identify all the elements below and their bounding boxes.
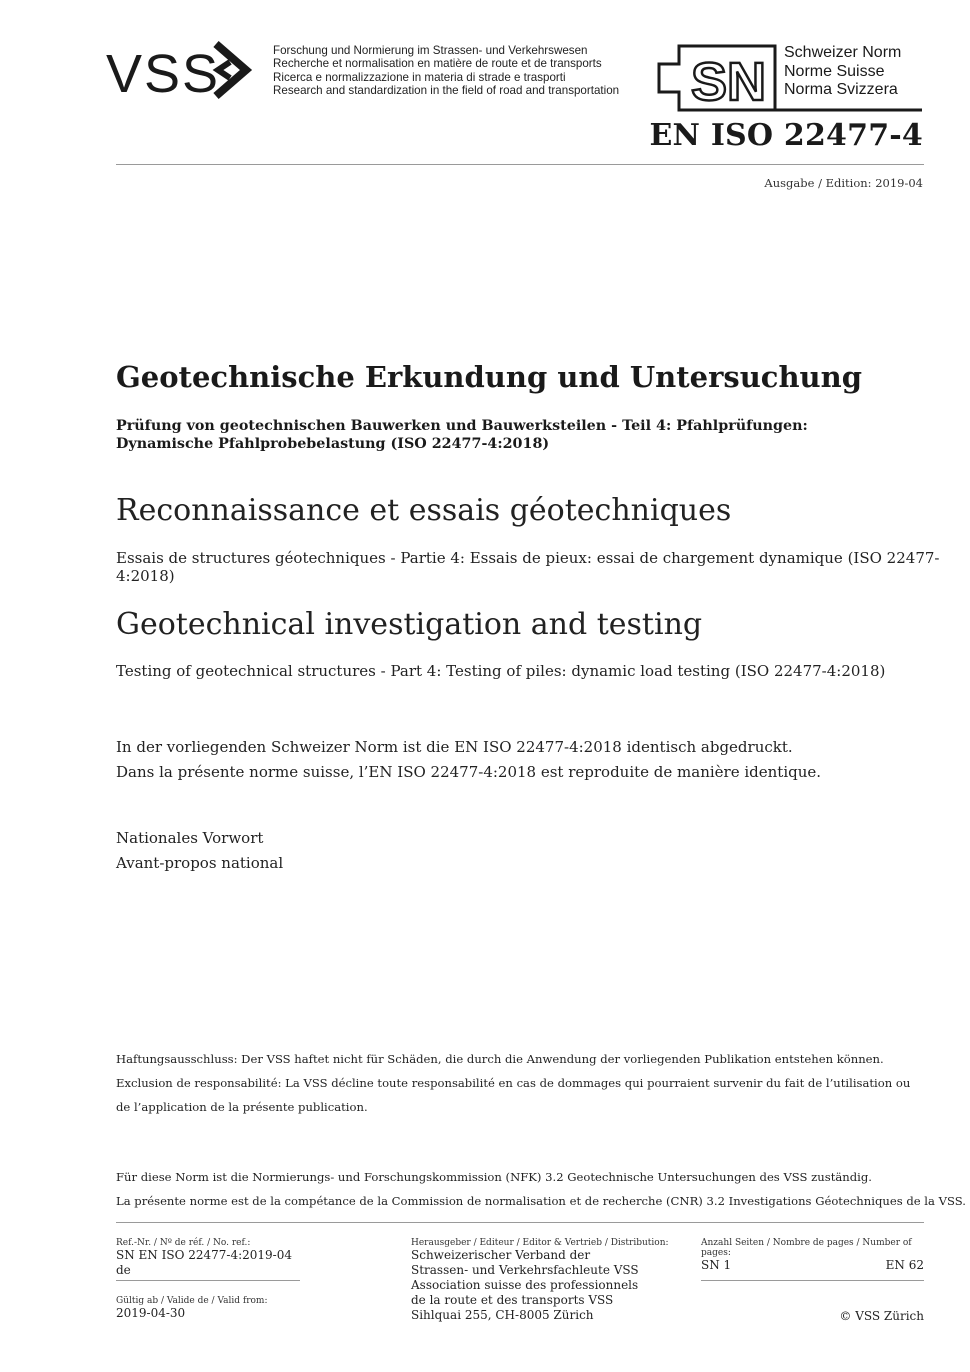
national-foreword-fr: Avant-propos national — [116, 854, 284, 872]
publisher-line: Sihlquai 255, CH-8005 Zürich — [411, 1308, 594, 1322]
disclaimer-de: Haftungsausschluss: Der VSS haftet nicht für Schäden, die durch die Anwendung der vorliegenden Publikation entstehen können. — [116, 1052, 884, 1066]
vss-tagline-line: Research and standardization in the field of road and transportation — [273, 84, 620, 98]
sn-norm-line: Norma Svizzera — [784, 81, 898, 98]
pages-en: EN 62 — [885, 1258, 924, 1272]
disclaimer-fr: Exclusion de responsabilité: La VSS décline toute responsabilité en cas de dommages qui pourraient survenir du fait de l’utilisation ou — [116, 1076, 911, 1090]
commission-notice — [116, 1165, 966, 1213]
title-french: Reconnaissance et essais géotechniques — [116, 493, 732, 528]
edition-date: Ausgabe / Edition: 2019-04 — [764, 176, 923, 190]
commission-fr: La présente norme est de la compétance de la Commission de normalisation et de recherche (CNR) 3.2 Investigations Géotechniques de la VSS. — [116, 1194, 966, 1208]
sn-norm-line: Norme Suisse — [784, 62, 885, 80]
commission-de: Für diese Norm ist die Normierungs- und Forschungskommission (NFK) 3.2 Geotechnische Untersuchungen des VSS zuständig. — [116, 1170, 872, 1184]
publisher-line: Association suisse des professionnels — [411, 1278, 639, 1292]
sn-norm-lines — [784, 44, 901, 100]
sn-logo-text: SN — [691, 52, 767, 112]
subtitle-german: Prüfung von geotechnischen Bauwerken und Bauwerksteilen - Teil 4: Pfahlprüfungen: Dynamische Pfahlprobebelastung (ISO 22477-4:2018) — [116, 418, 808, 452]
vss-tagline-line: Recherche et normalisation en matière de route et de transports — [273, 57, 602, 71]
publisher-label: Herausgeber / Editeur / Editor & Vertrieb / Distribution: — [411, 1238, 669, 1248]
footer-pages-divider — [701, 1280, 924, 1281]
document-number: EN ISO 22477-4 — [649, 118, 923, 153]
ref-value: SN EN ISO 22477-4:2019-04 de — [116, 1248, 292, 1277]
footer-reference — [116, 1238, 300, 1278]
subtitle-french: Essais de structures géotechniques - Partie 4: Essais de pieux: essai de chargement dynamique (ISO 22477-4:2018) — [116, 549, 940, 585]
vss-tagline-line: Forschung und Normierung im Strassen- und Verkehrswesen — [273, 44, 588, 57]
subtitle-english: Testing of geotechnical structures - Part 4: Testing of piles: dynamic load testing (ISO 22477-4:2018) — [116, 662, 886, 680]
vss-logo-text: VSS — [106, 44, 221, 102]
disclaimer — [116, 1047, 910, 1119]
identical-notice-de: In der vorliegenden Schweizer Norm ist die EN ISO 22477-4:2018 identisch abgedruckt. — [116, 738, 793, 756]
valid-value: 2019-04-30 — [116, 1306, 186, 1320]
footer-divider — [116, 1222, 924, 1223]
footer-pages — [701, 1238, 924, 1273]
title-german: Geotechnische Erkundung und Untersuchung — [116, 360, 862, 394]
publisher-line: Schweizerischer Verband der — [411, 1248, 591, 1262]
publisher-line: Strassen- und Verkehrsfachleute VSS — [411, 1263, 639, 1277]
copyright: © VSS Zürich — [839, 1309, 924, 1323]
national-foreword — [116, 826, 283, 876]
footer-ref-divider — [116, 1280, 300, 1281]
vss-tagline — [273, 44, 619, 98]
vss-tagline-line: Ricerca e normalizzazione in materia di strade e trasporti — [273, 70, 566, 84]
pages-sn: SN 1 — [701, 1258, 732, 1272]
footer-publisher — [411, 1238, 681, 1323]
vss-logo — [106, 40, 266, 106]
ref-label: Ref.-Nr. / Nº de réf. / No. ref.: — [116, 1238, 251, 1248]
identical-notice — [116, 735, 821, 785]
title-english: Geotechnical investigation and testing — [116, 607, 703, 642]
valid-label: Gültig ab / Valide de / Valid from: — [116, 1296, 268, 1306]
pages-values — [701, 1258, 924, 1273]
national-foreword-de: Nationales Vorwort — [116, 829, 264, 847]
identical-notice-fr: Dans la présente norme suisse, l’EN ISO 22477-4:2018 est reproduite de manière identique. — [116, 763, 822, 781]
disclaimer-fr: de l’application de la présente publication. — [116, 1100, 368, 1114]
footer-valid-from — [116, 1296, 267, 1321]
header-divider — [116, 164, 924, 165]
publisher-line: de la route et des transports VSS — [411, 1293, 614, 1307]
pages-label: Anzahl Seiten / Nombre de pages / Number of pages: — [701, 1238, 912, 1258]
sn-norm-line: Schweizer Norm — [784, 44, 902, 61]
